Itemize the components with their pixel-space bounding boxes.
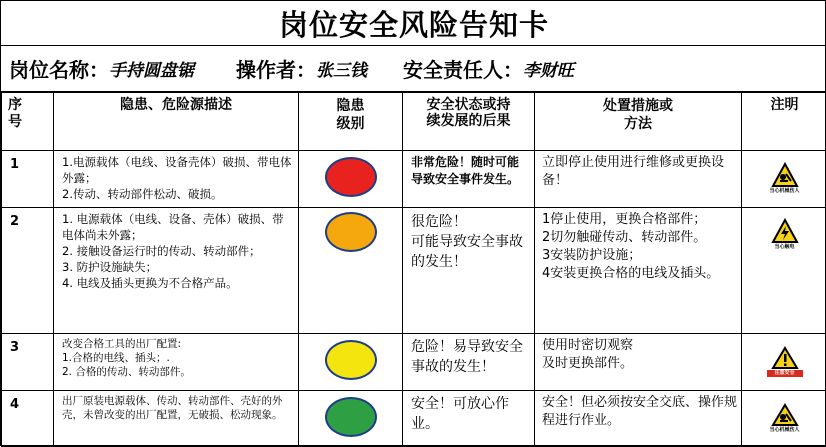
card-title: 岗位安全风险告知卡 xyxy=(1,1,826,46)
risk-light-red xyxy=(325,157,377,197)
row-level xyxy=(299,151,403,208)
header-hazard: 隐患、危险源描述 xyxy=(54,93,299,151)
header-seq: 序号 xyxy=(2,93,54,151)
row-level xyxy=(299,334,403,391)
row-state: 非常危险！随时可能导致安全事件发生。 xyxy=(403,151,535,208)
position-value: 手持圆盘锯 xyxy=(109,56,194,81)
row-measure: 安全！但必须按安全交底、操作规程进行作业。 xyxy=(535,391,742,447)
risk-light-green xyxy=(325,397,377,437)
caution-machinery-icon: 当心机械伤人 xyxy=(767,162,803,195)
risk-table xyxy=(1,92,826,447)
row-level xyxy=(299,391,403,447)
row-level xyxy=(299,208,403,334)
row-seq: 4 xyxy=(2,391,54,447)
table-header-row xyxy=(2,93,826,151)
row-note xyxy=(742,151,826,208)
position-label: 岗位名称： xyxy=(9,54,109,83)
info-bar xyxy=(1,46,826,92)
row-hazard: 1. 电源载体（电线、设备、壳体）破损、带电体尚未外露； 2. 接触设备运行时的传动、转动部件； 3. 防护设施缺失； 4. 电线及插头更换为不合格产品。 xyxy=(54,208,299,334)
row-state: 危险！易导致安全事故的发生！ xyxy=(403,334,535,391)
row-seq: 2 xyxy=(2,208,54,334)
operator-label: 操作者： xyxy=(236,54,316,83)
row-hazard: 出厂原装电源载体、传动、转动部件、壳好的外壳，未曾改变的出厂配置，无破损、松动现象。 xyxy=(54,391,299,447)
header-level: 隐患级别 xyxy=(299,93,403,151)
header-measure: 处置措施或方法 xyxy=(535,93,742,151)
row-note xyxy=(742,391,826,447)
table-row xyxy=(2,151,826,208)
row-note xyxy=(742,334,826,391)
operator-value: 张三钱 xyxy=(316,56,367,81)
table-row xyxy=(2,334,826,391)
row-seq: 1 xyxy=(2,151,54,208)
risk-light-orange xyxy=(325,212,377,252)
row-state: 很危险！ 可能导致安全事故的发生！ xyxy=(403,208,535,334)
row-hazard: 1.电源载体（电线、设备壳体）破损、带电体外露； 2.传动、转动部件松动、破损。 xyxy=(54,151,299,208)
row-measure: 使用时密切观察 及时更换部件。 xyxy=(535,334,742,391)
table-row xyxy=(2,208,826,334)
caution-machinery-icon: 当心机械伤人 xyxy=(767,403,803,434)
safety-officer-value: 李财旺 xyxy=(523,56,574,81)
electric-shock-icon: 当心触电 xyxy=(767,218,803,251)
header-note: 注明 xyxy=(742,93,826,151)
row-measure: 1停止使用，更换合格部件； 2切勿触碰传动、转动部件。 3安装防护设施； 4安装更换合格的电线及插头。 xyxy=(535,208,742,334)
row-hazard: 改变合格工具的出厂配置: 1.合格的电线、插头；. 2. 合格的传动、转动部件。 xyxy=(54,334,299,391)
risk-light-yellow xyxy=(325,340,377,380)
row-state: 安全！可放心作业。 xyxy=(403,391,535,447)
safety-officer-label: 安全责任人： xyxy=(403,54,523,83)
general-warning-icon: 注意安全 xyxy=(767,346,803,377)
table-row xyxy=(2,391,826,447)
row-seq: 3 xyxy=(2,334,54,391)
header-state: 安全状态或持续发展的后果 xyxy=(403,93,535,151)
row-measure: 立即停止使用进行维修或更换设备！ xyxy=(535,151,742,208)
row-note xyxy=(742,208,826,334)
